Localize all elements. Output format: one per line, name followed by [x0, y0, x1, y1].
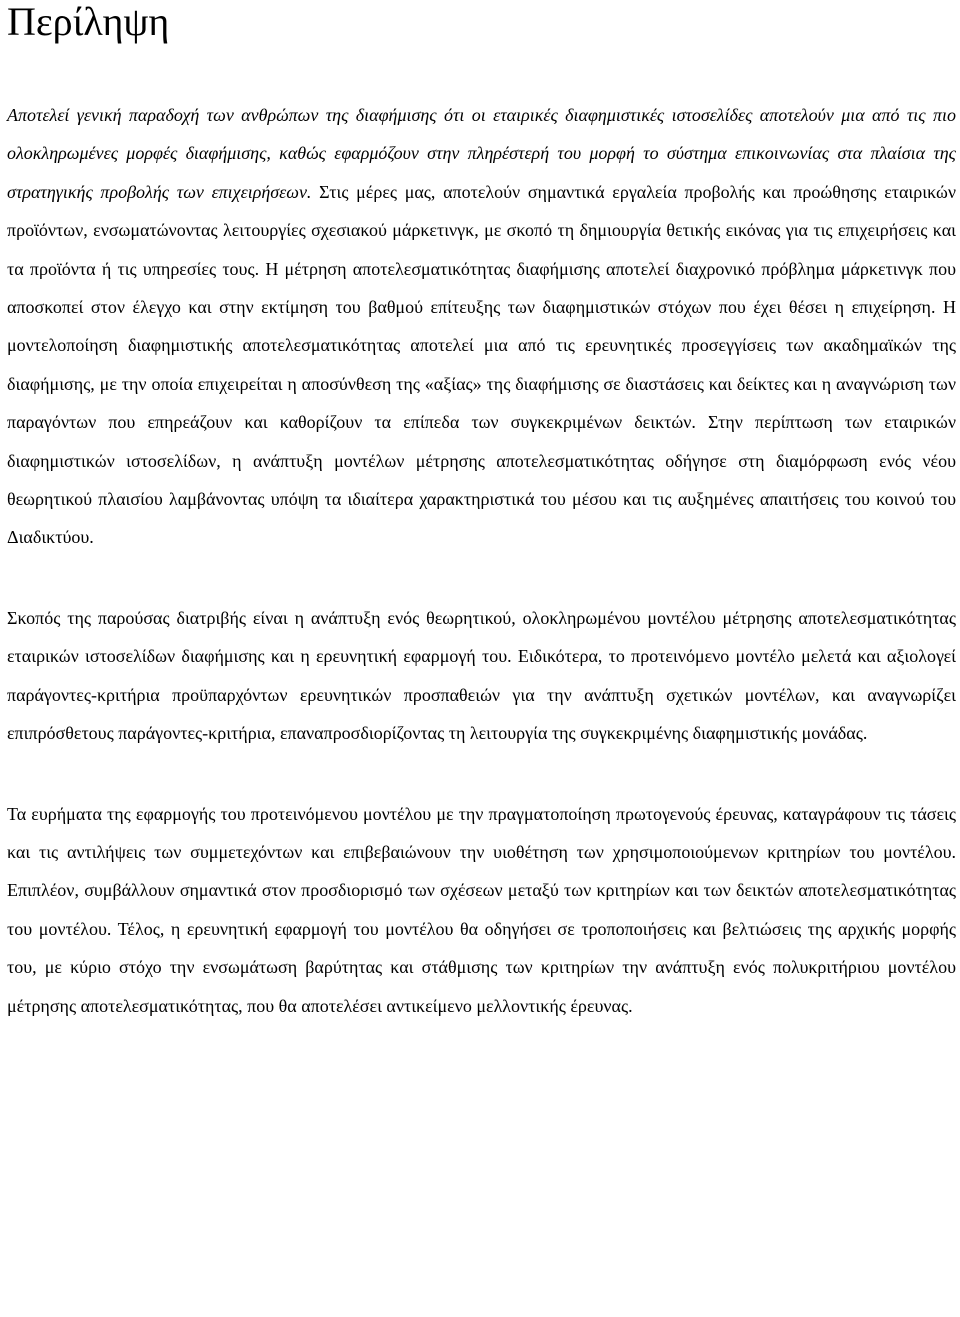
abstract-paragraph-3: Τα ευρήματα της εφαρμογής του προτεινόμενου μοντέλου με την πραγματοποίηση πρωτογενούς έρευνας, καταγράφουν τις τάσεις και τις αντιλήψεις των συμμετεχόντων και επιβεβαιώνουν την υιοθέτηση των χρησιμοποιούμενων κριτηρίων του μοντέλου. Επιπλέον, συμβάλλουν σημαντικά στον προσδιορισμό των σχέσεων μεταξύ των κριτηρίων και των δεικτών αποτελεσματικότητας του μοντέλου. Τέλος, η ερευνητική εφαρμογή του μοντέλου θα οδηγήσει σε τροποποιήσεις και βελτιώσεις της αρχικής μορφής του, με κύριο στόχο την ενσωμάτωση βαρύτητας και στάθμισης των κριτηρίων την ανάπτυξη ενός πολυκριτήριου μοντέλου μέτρησης αποτελεσματικότητας, που θα αποτελέσει αντικείμενο μελλοντικής έρευνας.: [7, 803, 956, 1016]
paragraph-1-italic-text: Αποτελεί γενική παραδοχή των ανθρώπων της διαφήμισης ότι οι εταιρικές διαφημιστικές ιστοσελίδες αποτελούν μια από τις πιο ολοκληρωμένες μορφές διαφήμισης, καθώς εφαρμόζουν στην πληρέστερή του μορφή το σύστημα επικοινωνίας στα πλαίσια της στρατηγικής προβολής των επιχειρήσεων.: [7, 105, 956, 202]
paragraph-1-text: Στις μέρες μας, αποτελούν σημαντικά εργαλεία προβολής και προώθησης εταιρικών προϊόντων, ενσωματώνοντας λειτουργίες σχεσιακού μάρκετινγκ, με σκοπό τη δημιουργία θετικής εικόνας για τις επιχειρήσεις και τα προϊόντα ή τις υπηρεσίες τους. Η μέτρηση αποτελεσματικότητας διαφήμισης αποτελεί διαχρονικό πρόβλημα μάρκετινγκ που αποσκοπεί στον έλεγχο και στην εκτίμηση του βαθμού επίτευξης των διαφημιστικών στόχων που έχει θέσει η επιχείρηση. Η μοντελοποίηση διαφημιστικής αποτελεσματικότητας αποτελεί μια από τις ερευνητικές προσεγγίσεις των ακαδημαϊκών της διαφήμισης, με την οποία επιχειρείται η αποσύνθεση της «αξίας» της διαφήμισης σε διαστάσεις και δείκτες και η αναγνώριση των παραγόντων που επηρεάζουν και καθορίζουν τα επίπεδα των συγκεκριμένων δεικτών. Στην περίπτωση των εταιρικών διαφημιστικών ιστοσελίδων, η ανάπτυξη μοντέλων μέτρησης αποτελεσματικότητας οδήγησε στη διαμόρφωση ενός νέου θεωρητικού πλαισίου λαμβάνοντας υπόψη τα ιδιαίτερα χαρακτηριστικά του μέσου και τις αυξημένες απαιτήσεις του κοινού του Διαδικτύου.: [7, 181, 956, 548]
page-title: Περίληψη: [7, 0, 170, 44]
abstract-paragraph-2: Σκοπός της παρούσας διατριβής είναι η ανάπτυξη ενός θεωρητικού, ολοκληρωμένου μοντέλου μέτρησης αποτελεσματικότητας εταιρικών ιστοσελίδων διαφήμισης και η ερευνητική εφαρμογή του. Ειδικότερα, το προτεινόμενο μοντέλο μελετά και αξιολογεί παράγοντες-κριτήρια προϋπαρχόντων ερευνητικών προσπαθειών για την ανάπτυξη σχετικών μοντέλων, και αναγνωρίζει επιπρόσθετους παράγοντες-κριτήρια, επαναπροσδιορίζοντας τη λειτουργία της συγκεκριμένης διαφημιστικής μονάδας.: [7, 607, 956, 744]
abstract-paragraph-1: [7, 96, 956, 557]
